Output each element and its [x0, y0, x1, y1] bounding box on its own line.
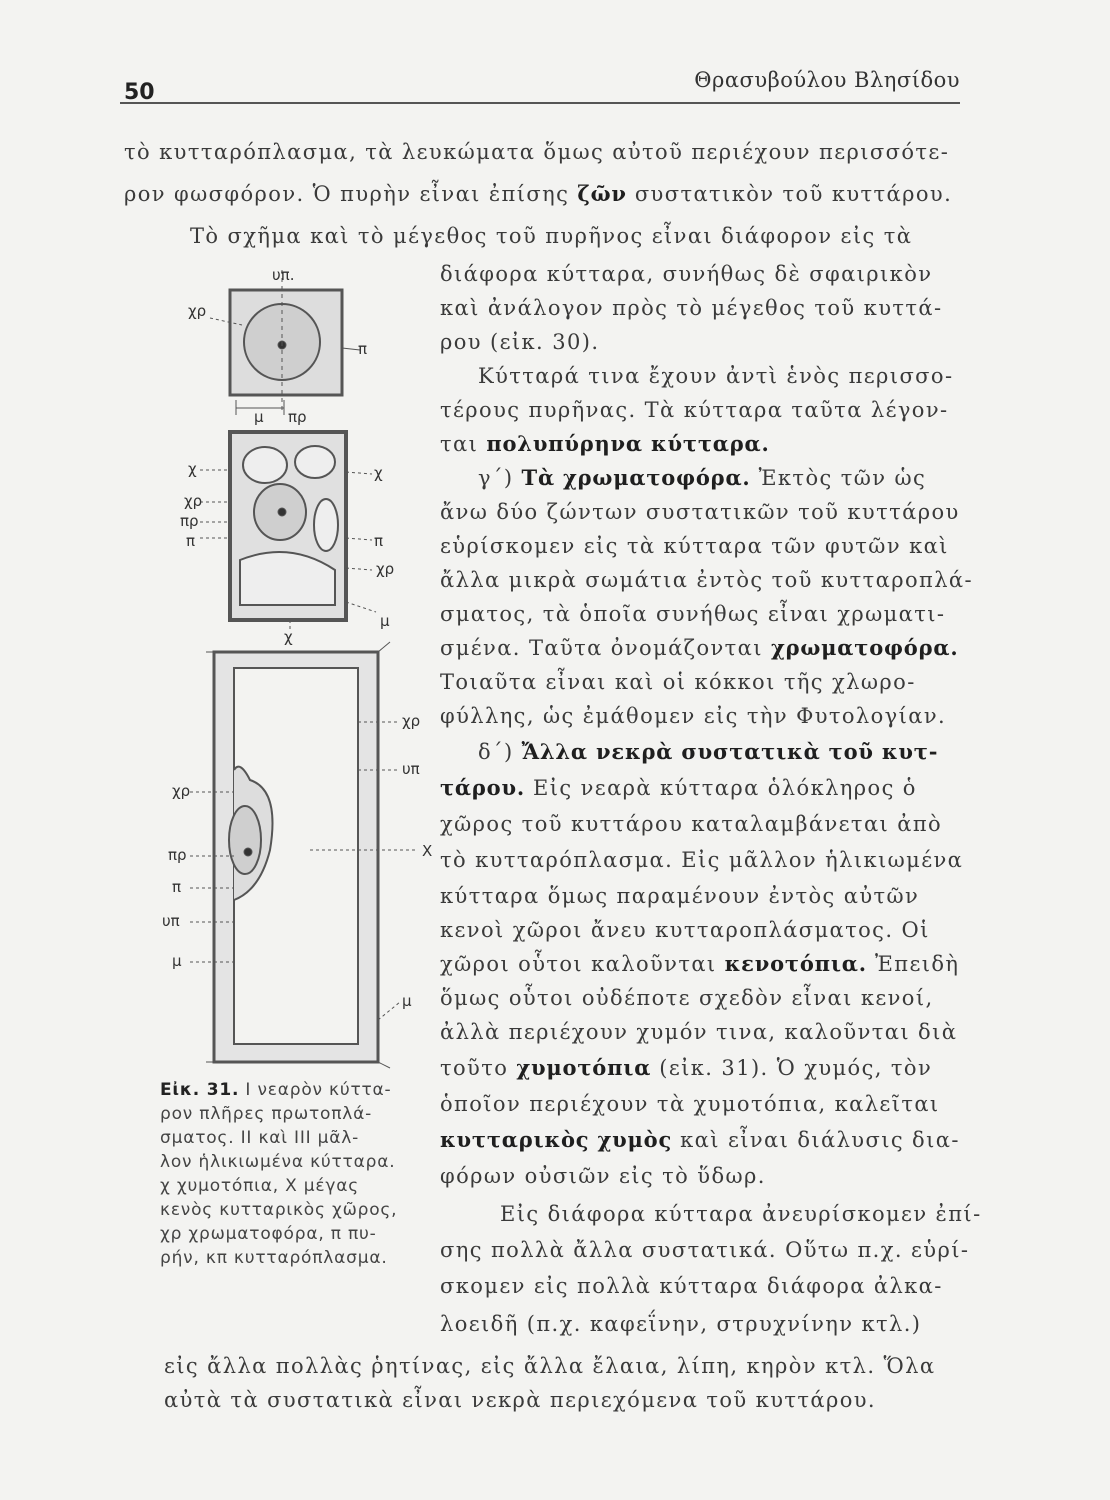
text-line: Εἰς διάφορα κύτταρα ἀνευρίσκομεν ἐπί- — [500, 1202, 982, 1226]
text-line: ται πολυπύρηνα κύτταρα. — [440, 431, 770, 456]
text-line: λοειδῆ (π.χ. καφεΐνην, στρυχνίνην κτλ.) — [440, 1312, 922, 1336]
page-header — [120, 62, 960, 104]
label-x: χ — [284, 628, 293, 646]
text-line: εὑρίσκομεν εἰς τὰ κύτταρα τῶν φυτῶν καὶ — [440, 534, 949, 558]
cell-mature — [190, 642, 421, 1068]
cell-intermediate — [200, 432, 376, 630]
cell-young — [210, 270, 360, 415]
text-line: χῶρος τοῦ κυττάρου καταλαμβάνεται ἀπὸ — [440, 812, 943, 836]
label-xr: χρ — [376, 560, 395, 578]
label-x: χ — [374, 464, 383, 482]
label-p: π — [172, 878, 182, 896]
text-line: δ΄) Ἄλλα νεκρὰ συστατικὰ τοῦ κυτ- — [478, 739, 939, 764]
cell-figure — [150, 250, 450, 1080]
label-X: Χ — [422, 842, 433, 860]
label-up2: υπ — [402, 760, 420, 778]
text-line: Κύτταρά τινα ἔχουν ἀντὶ ἑνὸς περισσο- — [478, 364, 954, 388]
label-p: π — [374, 532, 384, 550]
page-number: 50 — [124, 80, 155, 105]
text-line: ρον φωσφόρον. Ὁ πυρὴν εἶναι ἐπίσης ζῶν συστατικὸν τοῦ κυττάρου. — [124, 181, 953, 206]
text-line: τὸ κυτταρόπλασμα. Εἰς μᾶλλον ἡλικιωμένα — [440, 848, 964, 872]
text-line: σκομεν εἰς πολλὰ κύτταρα διάφορα ἀλκα- — [440, 1274, 943, 1298]
text-line: σης πολλὰ ἄλλα συστατικά. Οὕτω π.χ. εὑρί- — [440, 1238, 970, 1262]
text-line: εἰς ἄλλα πολλὰς ῥητίνας, εἰς ἄλλα ἔλαια, λίπη, κηρὸν κτλ. Ὅλα — [164, 1354, 936, 1378]
label-xr: χρ — [188, 302, 207, 320]
text-line: τάρου. Εἰς νεαρὰ κύτταρα ὁλόκληρος ὁ — [440, 775, 917, 800]
text-line: τὸ κυτταρόπλασμα, τὰ λευκώματα ὅμως αὐτοῦ περιέχουν περισσότε- — [124, 140, 950, 164]
label-x: χ — [188, 460, 197, 478]
text-line: κύτταρα ὅμως παραμένουν ἐντὸς αὐτῶν — [440, 884, 920, 908]
label-pr: πρ — [288, 408, 307, 426]
text-line: φύλλης, ὡς ἐμάθομεν εἰς τὴν Φυτολογίαν. — [440, 704, 947, 728]
text-line: τοῦτο χυμοτόπια (εἰκ. 31). Ὁ χυμός, τὸν — [440, 1055, 933, 1080]
label-p: π — [358, 340, 368, 358]
label-xr: χρ — [184, 492, 203, 510]
label-m: μ — [402, 992, 412, 1010]
text-line: ἄνω δύο ζώντων συστατικῶν τοῦ κυττάρου — [440, 500, 960, 524]
text-line: ἄλλα μικρὰ σωμάτια ἐντὸς τοῦ κυτταροπλά- — [440, 568, 973, 592]
text-line: κυτταρικὸς χυμὸς καὶ εἶναι διάλυσις δια- — [440, 1127, 960, 1152]
text-line: ὁποῖον περιέχουν τὰ χυμοτόπια, καλεῖται — [440, 1092, 940, 1116]
text-line: σμένα. Ταῦτα ὀνομάζονται χρωματοφόρα. — [440, 635, 959, 660]
text-line: γ΄) Τὰ χρωματοφόρα. Ἐκτὸς τῶν ὡς — [478, 465, 927, 490]
text-line: χῶροι οὗτοι καλοῦνται κενοτόπια. Ἐπειδὴ — [440, 951, 960, 976]
text-line: τέρους πυρῆνας. Τὰ κύτταρα ταῦτα λέγον- — [440, 398, 949, 422]
text-line: φόρων οὐσιῶν εἰς τὸ ὕδωρ. — [440, 1164, 766, 1188]
label-up: υπ. — [272, 266, 295, 284]
text-line: ρου (εἰκ. 30). — [440, 330, 600, 354]
text-line: κενοὶ χῶροι ἄνευ κυτταροπλάσματος. Οἱ — [440, 918, 930, 942]
text-line: καὶ ἀνάλογον πρὸς τὸ μέγεθος τοῦ κυττά- — [440, 296, 943, 320]
label-m: μ — [254, 408, 264, 426]
text-line: ἀλλὰ περιέχουν χυμόν τινα, καλοῦνται διὰ — [440, 1020, 958, 1044]
running-head: Θρασυβούλου Βλησίδου — [694, 68, 960, 92]
label-up2: υπ — [162, 912, 180, 930]
cell-diagram — [150, 250, 450, 1080]
text-line: διάφορα κύτταρα, συνήθως δὲ σφαιρικὸν — [440, 262, 933, 286]
text-line: αὐτὰ τὰ συστατικὰ εἶναι νεκρὰ περιεχόμενα τοῦ κυττάρου. — [164, 1388, 877, 1412]
text-line: Τοιαῦτα εἶναι καὶ οἱ κόκκοι τῆς χλωρο- — [440, 670, 916, 694]
label-m: μ — [172, 952, 182, 970]
figure-caption: Εἰκ. 31. Ι νεαρὸν κύττα- ρον πλῆρες πρωτοπλά- σματος. ΙΙ καὶ ΙΙΙ μᾶλ- λον ἡλικιωμένα κύτταρα. χ χυμοτόπια, Χ μέγας κενὸς κυτταρικὸς χῶρος, χρ χρωματοφόρα, π πυ- ρήν, κπ κυτταρόπλασμα. — [160, 1080, 398, 1268]
label-m: μ — [380, 612, 390, 630]
text-line: ὅμως οὗτοι οὐδέποτε σχεδὸν εἶναι κενοί, — [440, 986, 934, 1010]
label-pr: πρ — [168, 846, 187, 864]
label-xr: χρ — [402, 712, 421, 730]
text-line: Τὸ σχῆμα καὶ τὸ μέγεθος τοῦ πυρῆνος εἶναι διάφορον εἰς τὰ — [190, 224, 913, 248]
text-line: σματος, τὰ ὁποῖα συνήθως εἶναι χρωματι- — [440, 602, 946, 626]
label-pr: πρ — [180, 512, 199, 530]
label-p: π — [186, 532, 196, 550]
label-xr: χρ — [172, 782, 191, 800]
